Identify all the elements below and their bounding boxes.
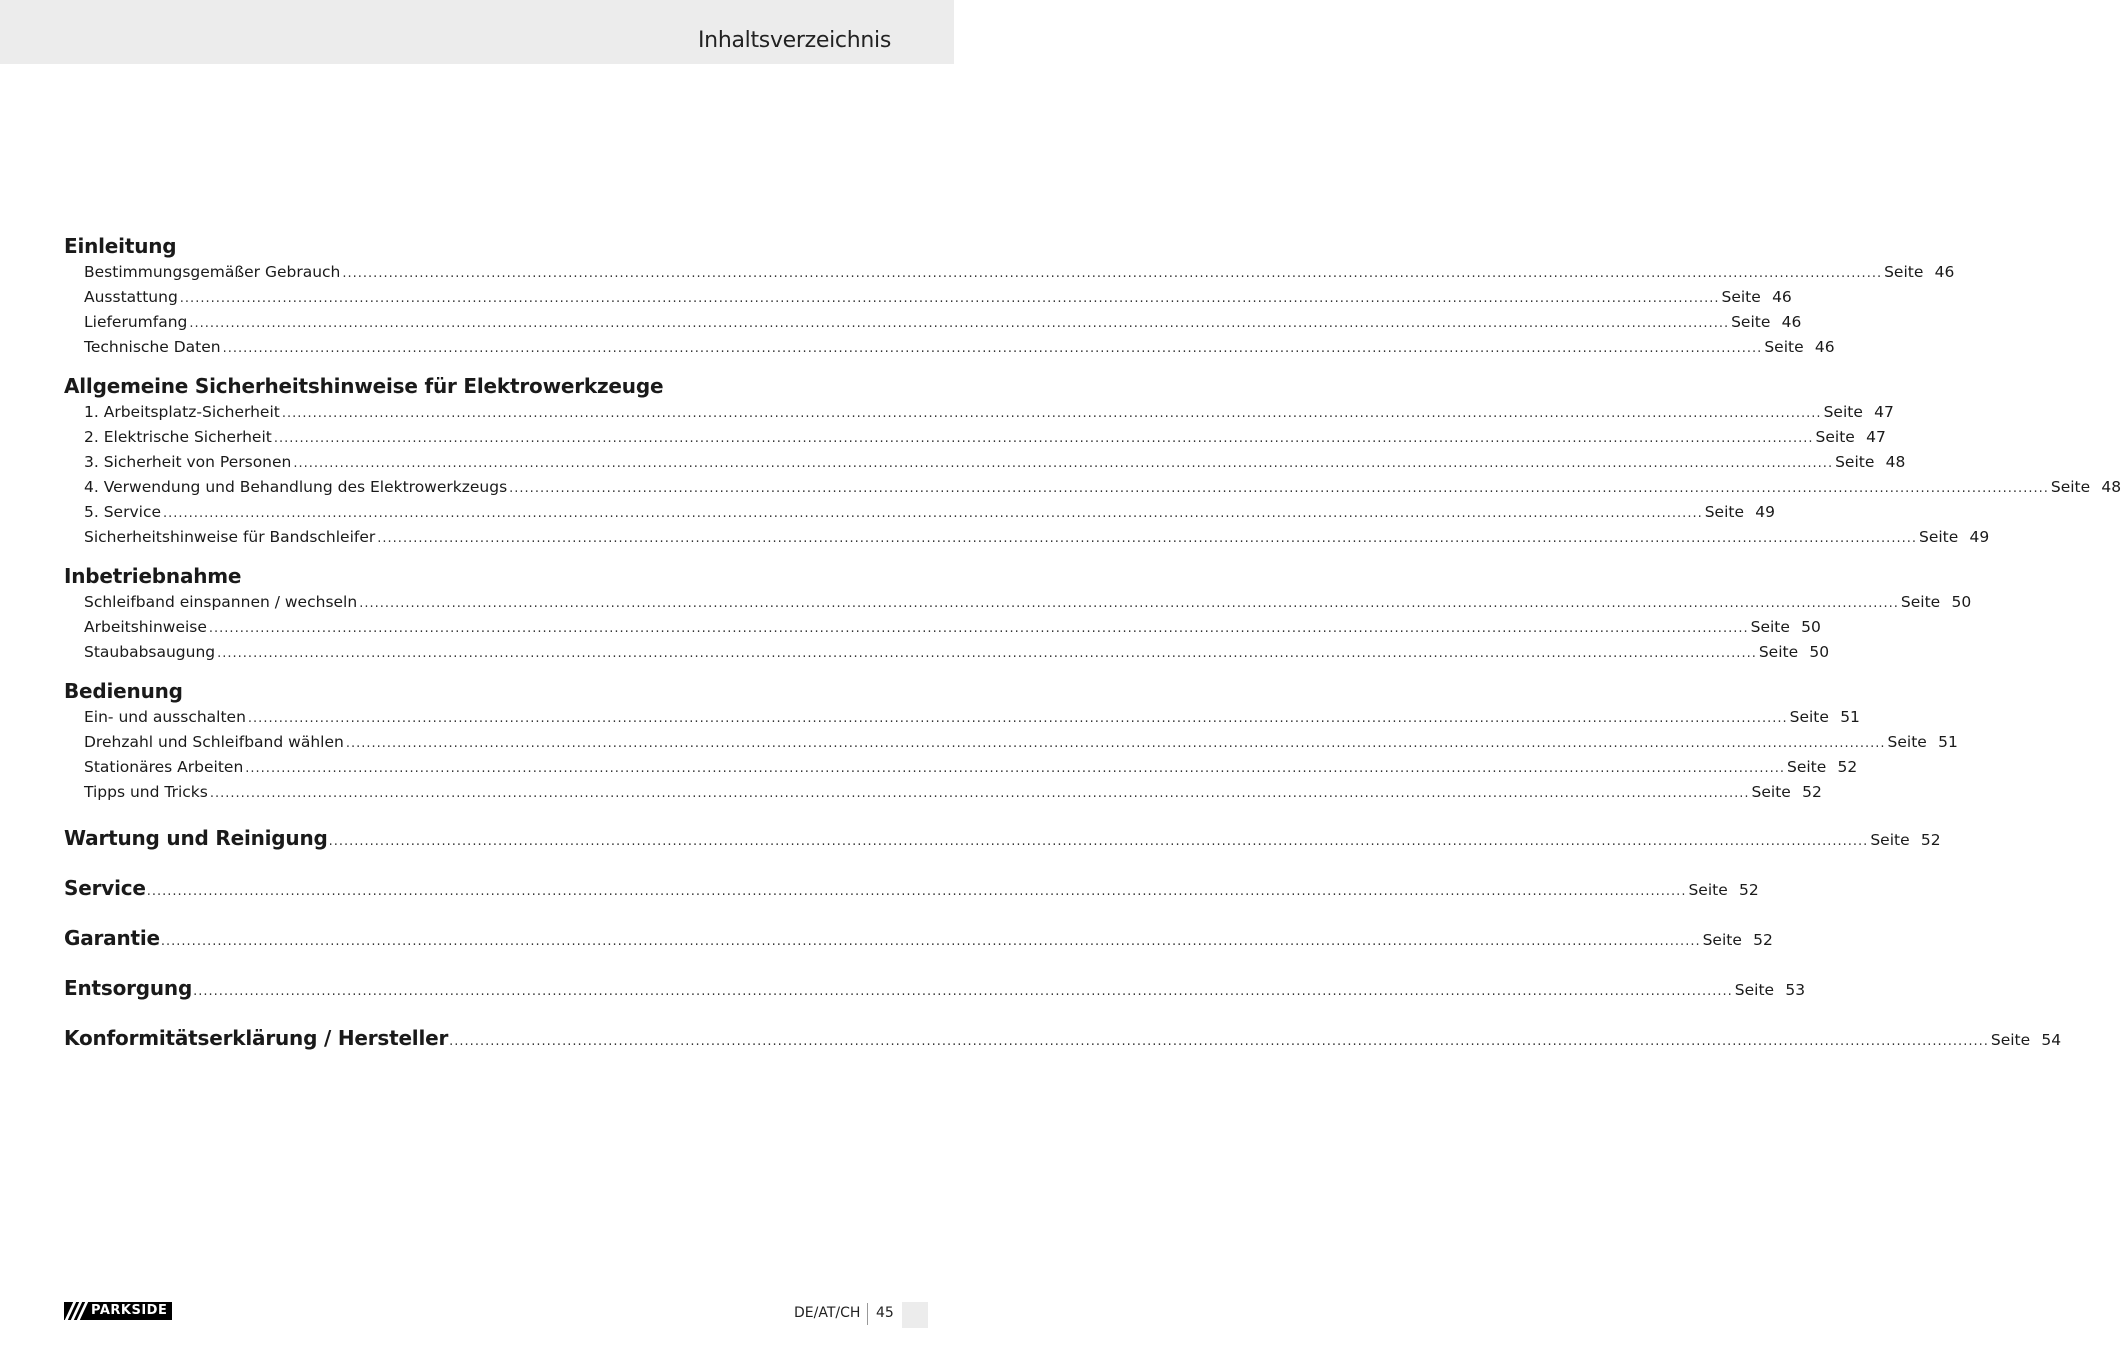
toc-entry[interactable]: [64, 335, 1835, 360]
seite-label: Seite: [1688, 881, 1728, 899]
toc-entry[interactable]: [64, 730, 1958, 755]
page-number: 52: [1753, 931, 1773, 949]
leader-dots: ............................................................................................................................................................................................................................................................................................................: [217, 646, 1757, 661]
leader-dots: ............................................................................................................................................................................................................................................................................................................: [342, 266, 1883, 281]
toc-entry[interactable]: [64, 310, 1802, 335]
page-number: 54: [2041, 1031, 2062, 1049]
page-title: Inhaltsverzeichnis: [697, 28, 891, 53]
toc-entry-label: Lieferumfang: [84, 313, 188, 331]
toc-section-title: Garantie: [64, 926, 160, 950]
page-ref: [1688, 865, 1758, 915]
toc-entry-label: Ein- und ausschalten: [84, 708, 246, 726]
toc-entry[interactable]: [64, 705, 1860, 730]
toc-entry-label: 1. Arbeitsplatz-Sicherheit: [84, 403, 280, 421]
toc-entry-label: Staubabsaugung: [84, 643, 216, 661]
toc-entry[interactable]: [64, 525, 1990, 550]
leader-dots: ............................................................................................................................................................................................................................................................................................................: [293, 456, 1834, 471]
page-ref: [1705, 500, 1775, 525]
leader-dots: ............................................................................................................................................................................................................................................................................................................: [345, 736, 1886, 751]
page-ref: [1790, 705, 1860, 730]
page-number: 52: [1802, 783, 1822, 801]
toc-entry[interactable]: [64, 500, 1776, 525]
toc-entry-label: Drehzahl und Schleifband wählen: [84, 733, 344, 751]
seite-label: Seite: [1786, 758, 1827, 776]
leader-dots: ............................................................................................................................................................................................................................................................................................................: [359, 596, 1899, 611]
seite-label: Seite: [1764, 338, 1804, 356]
toc-entry-label: Technische Daten: [84, 338, 221, 356]
page-ref: [1870, 815, 1940, 865]
toc-section-title: Einleitung: [64, 234, 177, 258]
toc-entry[interactable]: [64, 425, 1886, 450]
leader-dots: ............................................................................................................................................................................................................................................................................................................: [449, 1034, 1989, 1049]
parkside-logo: [64, 1302, 172, 1320]
page-number: 46: [1781, 313, 1802, 331]
toc-section-single[interactable]: [64, 1013, 2062, 1063]
toc-entry[interactable]: [64, 400, 1894, 425]
page-ref: [1751, 615, 1821, 640]
seite-label: Seite: [1823, 403, 1863, 421]
leader-dots: ............................................................................................................................................................................................................................................................................................................: [208, 621, 1749, 636]
toc-entry-label: Ausstattung: [84, 288, 178, 306]
page-ref: [1731, 310, 1801, 335]
toc-entry-label: 5. Service: [84, 503, 162, 521]
leader-dots: ............................................................................................................................................................................................................................................................................................................: [281, 406, 1822, 421]
page-ref: [2051, 475, 2121, 500]
page-number: 49: [1969, 528, 1990, 546]
page-ref: [1901, 590, 1971, 615]
toc-entry[interactable]: [64, 475, 2121, 500]
toc-entry[interactable]: [64, 755, 1858, 780]
page-number: 51: [1840, 708, 1860, 726]
seite-label: Seite: [1704, 503, 1745, 521]
toc-section-title: Konformitätserklärung / Hersteller: [64, 1026, 449, 1050]
page-ref: [1816, 425, 1886, 450]
leader-dots: ............................................................................................................................................................................................................................................................................................................: [222, 341, 1763, 356]
seite-label: Seite: [1789, 708, 1829, 726]
page-number: 46: [1772, 288, 1792, 306]
seite-label: Seite: [1870, 831, 1910, 849]
seite-label: Seite: [1721, 288, 1761, 306]
page-number: 47: [1866, 428, 1886, 446]
toc-section-single[interactable]: [64, 913, 1773, 963]
seite-label: Seite: [1990, 1031, 2031, 1049]
seite-label: Seite: [1887, 733, 1927, 751]
seite-label: Seite: [1835, 453, 1875, 471]
leader-dots: ............................................................................................................................................................................................................................................................................................................: [247, 711, 1788, 726]
toc-entry[interactable]: [64, 615, 1821, 640]
page-ref: [1884, 260, 1954, 285]
toc-entry[interactable]: [64, 640, 1830, 665]
page-ref: [1752, 780, 1822, 805]
seite-label: Seite: [1815, 428, 1855, 446]
seite-label: Seite: [1884, 263, 1924, 281]
toc-section-title: Service: [64, 876, 146, 900]
page-number: 48: [2101, 478, 2121, 496]
leader-dots: ............................................................................................................................................................................................................................................................................................................: [209, 786, 1750, 801]
seite-label: Seite: [2050, 478, 2091, 496]
seite-label: Seite: [1900, 593, 1941, 611]
leader-dots: ............................................................................................................................................................................................................................................................................................................: [146, 884, 1687, 899]
page-number: 51: [1938, 733, 1958, 751]
toc-entry-label: Schleifband einspannen / wechseln: [84, 593, 358, 611]
seite-label: Seite: [1734, 981, 1775, 999]
toc-section-title: Allgemeine Sicherheitshinweise für Elektrowerkzeuge: [64, 374, 664, 398]
toc-section-title: Entsorgung: [64, 976, 193, 1000]
toc-section-title: Inbetriebnahme: [64, 564, 242, 588]
seite-label: Seite: [1702, 931, 1742, 949]
toc-entry[interactable]: [64, 590, 1972, 615]
toc-entry-label: Arbeitshinweise: [84, 618, 207, 636]
toc-entry-label: Sicherheitshinweise für Bandschleifer: [84, 528, 376, 546]
page-number: 50: [1951, 593, 1972, 611]
page-number: 46: [1814, 338, 1835, 356]
toc-entry-label: 2. Elektrische Sicherheit: [84, 428, 272, 446]
page-number: 48: [1885, 453, 1906, 471]
leader-dots: ............................................................................................................................................................................................................................................................................................................: [377, 531, 1917, 546]
seite-label: Seite: [1731, 313, 1771, 331]
toc-entry[interactable]: [64, 260, 1955, 285]
toc-section-title: Wartung und Reinigung: [64, 826, 328, 850]
page-ref: [1703, 915, 1773, 965]
toc-entry-label: 3. Sicherheit von Personen: [84, 453, 292, 471]
leader-dots: ............................................................................................................................................................................................................................................................................................................: [163, 506, 1703, 521]
toc-section-title: Bedienung: [64, 679, 183, 703]
seite-label: Seite: [1758, 643, 1799, 661]
leader-dots: ............................................................................................................................................................................................................................................................................................................: [245, 761, 1785, 776]
page-number: 47: [1874, 403, 1894, 421]
seite-label: Seite: [1918, 528, 1959, 546]
page-ref: [1764, 335, 1834, 360]
toc-entry-label: 4. Verwendung und Behandlung des Elektrowerkzeugs: [84, 478, 508, 496]
table-of-contents: [64, 232, 2121, 1063]
page-number: 53: [1785, 981, 1806, 999]
toc-entry[interactable]: [64, 780, 1822, 805]
page-ref: [1835, 450, 1905, 475]
toc-section-single[interactable]: [64, 813, 1941, 863]
toc-entry[interactable]: [64, 285, 1792, 310]
page-number: 52: [1920, 831, 1941, 849]
leader-dots: ............................................................................................................................................................................................................................................................................................................: [193, 984, 1733, 999]
footer-tab-marker: [902, 1302, 928, 1328]
footer-divider: [867, 1303, 868, 1325]
page-ref: [1759, 640, 1829, 665]
toc-entry-label: Stationäres Arbeiten: [84, 758, 244, 776]
page-ref: [1888, 730, 1958, 755]
page-ref: [1919, 525, 1989, 550]
toc-section-single[interactable]: [64, 863, 1759, 913]
footer-page-number: 45: [876, 1305, 894, 1321]
page-ref: [1824, 400, 1894, 425]
footer-language-codes: DE/AT/CH: [794, 1305, 861, 1321]
page-ref: [1991, 1015, 2061, 1065]
logo-stripes-icon: [64, 1302, 88, 1320]
toc-entry[interactable]: [64, 450, 1906, 475]
page-number: 46: [1934, 263, 1955, 281]
page-number: 50: [1801, 618, 1821, 636]
toc-entry-label: Tipps und Tricks: [84, 783, 208, 801]
page-ref: [1735, 965, 1805, 1015]
leader-dots: ............................................................................................................................................................................................................................................................................................................: [328, 834, 1869, 849]
page-number: 49: [1755, 503, 1776, 521]
seite-label: Seite: [1750, 618, 1790, 636]
seite-label: Seite: [1751, 783, 1791, 801]
leader-dots: ............................................................................................................................................................................................................................................................................................................: [273, 431, 1814, 446]
page-number: 50: [1809, 643, 1830, 661]
page-number: 52: [1739, 881, 1759, 899]
toc-section-single[interactable]: [64, 963, 1806, 1013]
logo-text: PARKSIDE: [88, 1302, 172, 1320]
leader-dots: ............................................................................................................................................................................................................................................................................................................: [160, 934, 1701, 949]
page-ref: [1787, 755, 1857, 780]
leader-dots: ............................................................................................................................................................................................................................................................................................................: [509, 481, 2049, 496]
leader-dots: ............................................................................................................................................................................................................................................................................................................: [189, 316, 1730, 331]
leader-dots: ............................................................................................................................................................................................................................................................................................................: [179, 291, 1720, 306]
page-ref: [1722, 285, 1792, 310]
page-number: 52: [1837, 758, 1858, 776]
toc-entry-label: Bestimmungsgemäßer Gebrauch: [84, 263, 341, 281]
